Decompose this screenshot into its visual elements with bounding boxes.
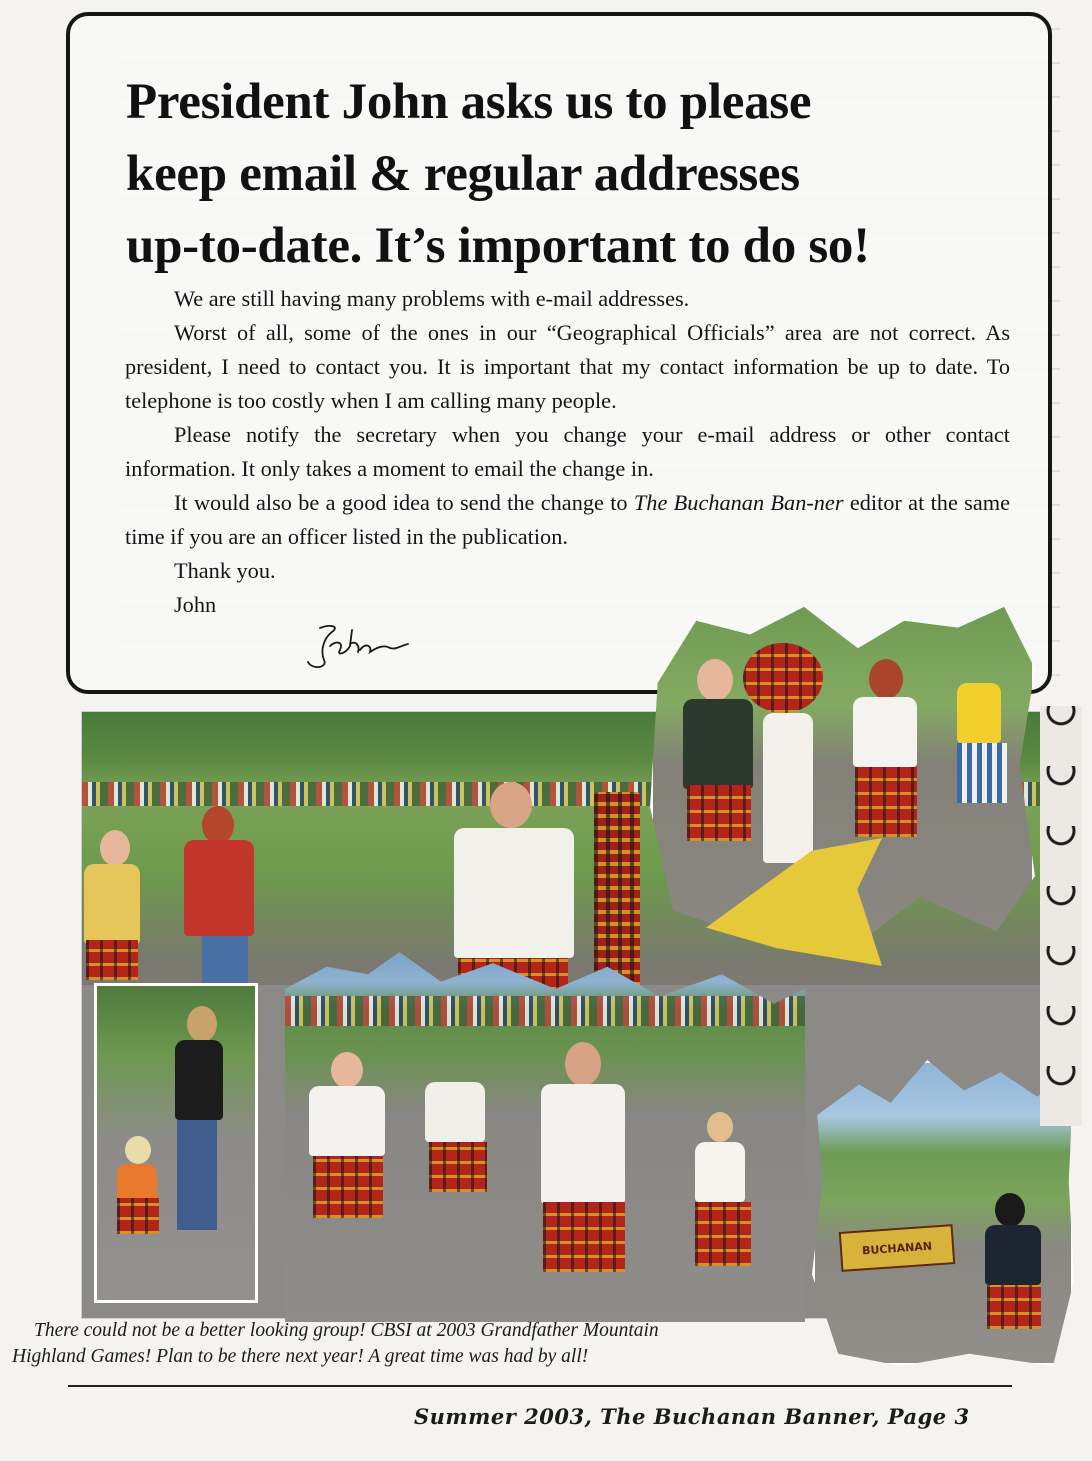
caption-line: There could not be a better looking group! CBSI at 2003 Grandfather Mountain: [34, 1320, 659, 1341]
page-footer: Summer 2003, The Buchanan Banner, Page 3: [414, 1404, 970, 1429]
closing-line: Thank you.: [174, 558, 276, 583]
caption-line: Highland Games! Plan to be there next year! A great time was had by all!: [12, 1346, 589, 1367]
buchanan-banner: BUCHANAN: [839, 1224, 956, 1272]
notice-paragraph: We are still having many problems with e-mail addresses.: [174, 286, 690, 311]
notice-body: [125, 282, 1010, 622]
crowd-band: [285, 996, 805, 1026]
notice-headline: President John asks us to please keep email & regular addresses up-to-date. It’s important to do so!: [126, 74, 870, 274]
footer-rule: [68, 1385, 1012, 1387]
handwritten-signature: [300, 620, 415, 672]
publication-name: The Buchanan Ban-ner: [633, 490, 844, 515]
notice-paragraph: Please notify the secretary when you change your e-mail address or other contact information. It only takes a moment to email the change in.: [125, 422, 1010, 481]
banner-paragraph-start: It would also be a good idea to send the change to: [174, 490, 634, 515]
notice-paragraph-banner: [125, 486, 1010, 554]
parade-photo-center: [285, 952, 805, 1322]
photo-caption: [12, 1318, 872, 1370]
banner-paragraph-end: editor at the same time if you are an officer listed in the publication.: [125, 490, 1010, 549]
sign-name: John: [174, 592, 217, 617]
notice-paragraph: Worst of all, some of the ones in our “Geographical Officials” area are not correct. As president, I need to contact you. It is important that my contact information be up to date. To telephone is too costly when I am calling many people.: [125, 320, 1010, 413]
child-with-sword-photo: [94, 983, 258, 1303]
celtic-knot-border: [1040, 706, 1082, 1126]
